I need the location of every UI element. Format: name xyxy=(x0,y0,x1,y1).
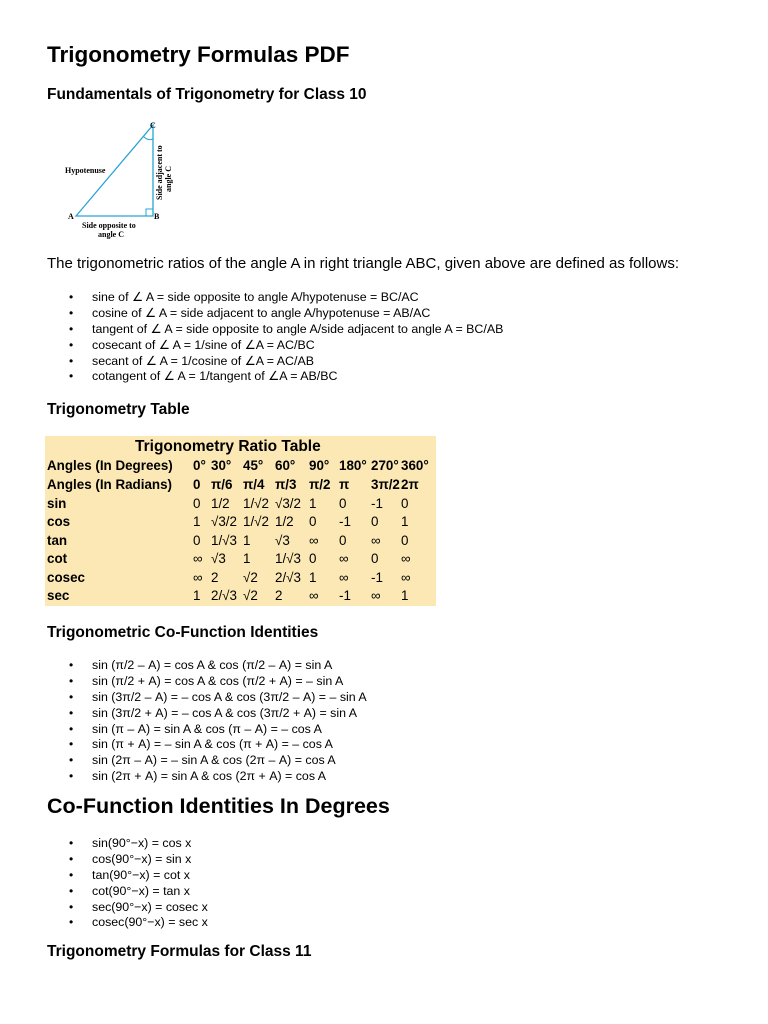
ratio-table-row-label: sec xyxy=(47,588,70,603)
ratio-table-row-label: tan xyxy=(47,533,68,548)
ratio-table-cell: π/2 xyxy=(309,477,331,492)
ratio-table-cell: -1 xyxy=(339,588,351,603)
ratio-table-row-label: cos xyxy=(47,514,71,529)
vertex-a-label: A xyxy=(68,212,74,221)
page-title: Trigonometry Formulas PDF xyxy=(47,42,350,67)
degree-identities-list xyxy=(47,836,208,931)
ratio-table-cell: 30° xyxy=(211,458,232,473)
ratio-table-cell: π/3 xyxy=(275,477,297,492)
ratio-table-cell: 0 xyxy=(339,496,347,511)
ratio-definition-item: • cotangent of ∠ A = 1/tangent of ∠A = AB/BC xyxy=(47,369,503,385)
ratio-table-cell: 1 xyxy=(401,588,409,603)
ratio-table-cell: 1 xyxy=(243,533,251,548)
cofunction-identity-item: • sin (3π/2 – A) = – cos A & cos (3π/2 – A) = – sin A xyxy=(47,690,367,706)
cofunction-identity-item: • sin (3π/2 + A) = – cos A & cos (3π/2 + A) = sin A xyxy=(47,706,367,722)
ratio-definition-item: • sine of ∠ A = side opposite to angle A/hypotenuse = BC/AC xyxy=(47,290,503,306)
ratio-table-cell: π xyxy=(339,477,350,492)
ratio-table-cell: 0 xyxy=(401,533,409,548)
adjacent-label-line1: Side adjacent to xyxy=(155,145,164,200)
ratio-table-cell: ∞ xyxy=(371,533,381,548)
cofunction-identity-item: • sin (π/2 + A) = cos A & cos (π/2 + A) = – sin A xyxy=(47,674,367,690)
ratio-table-cell: √3 xyxy=(211,551,226,566)
ratio-table-cell: 1 xyxy=(309,496,317,511)
ratio-table-cell: 1/√3 xyxy=(211,533,237,548)
section-heading-class11: Trigonometry Formulas for Class 11 xyxy=(47,943,312,960)
ratio-table-cell: ∞ xyxy=(401,570,411,585)
ratio-table-row-label: Angles (In Degrees) xyxy=(47,458,173,473)
ratio-table-cell: 45° xyxy=(243,458,264,473)
cofunction-identity-item: • sin (2π + A) = sin A & cos (2π + A) = cos A xyxy=(47,769,367,785)
ratio-table-cell: ∞ xyxy=(371,588,381,603)
ratio-table-cell: √3/2 xyxy=(211,514,237,529)
vertex-c-label: C xyxy=(150,121,156,130)
section-heading-cofunction: Trigonometric Co-Function Identities xyxy=(47,624,319,641)
ratio-table-cell: 1/2 xyxy=(211,496,230,511)
ratio-table-row-label: cot xyxy=(47,551,68,566)
intro-paragraph: The trigonometric ratios of the angle A in right triangle ABC, given above are defined as follows: xyxy=(47,255,680,272)
right-triangle-diagram xyxy=(50,120,295,245)
ratio-table-cell: 0 xyxy=(309,514,317,529)
ratio-table-cell: ∞ xyxy=(339,551,349,566)
ratio-table-cell: 2/√3 xyxy=(211,588,237,603)
degree-identity-item: • sin(90°−x) = cos x xyxy=(47,836,208,852)
ratio-table-cell: 1 xyxy=(401,514,409,529)
ratio-table-row-label: cosec xyxy=(47,570,85,585)
degree-identity-item: • tan(90°−x) = cot x xyxy=(47,868,208,884)
hypotenuse-label: Hypotenuse xyxy=(65,166,106,175)
ratio-table-cell: π/6 xyxy=(211,477,233,492)
section-heading-table: Trigonometry Table xyxy=(47,401,190,418)
ratio-table-cell: 270° xyxy=(371,458,399,473)
ratio-table-cell: √2 xyxy=(243,588,258,603)
degree-identity-item: • cos(90°−x) = sin x xyxy=(47,852,208,868)
ratio-table-cell: √2 xyxy=(243,570,258,585)
ratio-table-cell: 1/2 xyxy=(275,514,294,529)
ratio-table-cell: 0 xyxy=(193,533,201,548)
right-angle-marker xyxy=(146,209,153,216)
cofunction-identity-item: • sin (π + A) = – sin A & cos (π + A) = – cos A xyxy=(47,737,367,753)
cofunction-identity-item: • sin (π/2 – A) = cos A & cos (π/2 – A) = sin A xyxy=(47,658,367,674)
section-heading-fundamentals: Fundamentals of Trigonometry for Class 10 xyxy=(47,86,367,103)
ratio-table-cell: ∞ xyxy=(193,570,203,585)
ratio-table-cell: 2/√3 xyxy=(275,570,301,585)
ratio-definition-item: • tangent of ∠ A = side opposite to angle A/side adjacent to angle A = BC/AB xyxy=(47,322,503,338)
ratio-table-cell: ∞ xyxy=(309,533,319,548)
angle-c-arc xyxy=(144,137,154,140)
ratio-table-cell: 1/√2 xyxy=(243,496,269,511)
ratio-definition-item: • cosecant of ∠ A = 1/sine of ∠A = AC/BC xyxy=(47,338,503,354)
degree-identity-item: • cosec(90°−x) = sec x xyxy=(47,915,208,931)
ratio-table-row-label: Angles (In Radians) xyxy=(47,477,172,492)
ratio-table-cell: 360° xyxy=(401,458,429,473)
ratio-table-cell: √3/2 xyxy=(275,496,301,511)
degree-identity-item: • cot(90°−x) = tan x xyxy=(47,884,208,900)
ratio-table-cell: 90° xyxy=(309,458,330,473)
ratio-table-cell: 1/√3 xyxy=(275,551,301,566)
ratio-table-cell: 1 xyxy=(243,551,251,566)
ratio-definition-item: • cosine of ∠ A = side adjacent to angle A/hypotenuse = AB/AC xyxy=(47,306,503,322)
ratio-table-cell: 0 xyxy=(371,551,379,566)
ratio-table-cell: 1 xyxy=(193,588,201,603)
ratio-table-cell: ∞ xyxy=(339,570,349,585)
ratio-table-cell: 0 xyxy=(401,496,409,511)
ratio-table-cell: 1/√2 xyxy=(243,514,269,529)
ratio-table-cell: ∞ xyxy=(193,551,203,566)
ratio-table-cell: √3 xyxy=(275,533,290,548)
vertex-b-label: B xyxy=(154,212,160,221)
ratio-table-cell: -1 xyxy=(371,496,383,511)
ratio-table-cell: 60° xyxy=(275,458,296,473)
ratio-table-cell: 0 xyxy=(193,477,201,492)
ratio-table-cell: ∞ xyxy=(401,551,411,566)
trig-ratio-table xyxy=(45,436,436,606)
ratio-table-cell: 3π/2 xyxy=(371,477,400,492)
ratio-table-cell: π/4 xyxy=(243,477,265,492)
ratio-table-cell: 2 xyxy=(211,570,219,585)
ratio-table-cell: 1 xyxy=(193,514,201,529)
ratio-table-cell: 0° xyxy=(193,458,206,473)
ratio-table-cell: 0 xyxy=(193,496,201,511)
ratio-table-cell: 2π xyxy=(401,477,419,492)
degree-identity-item: • sec(90°−x) = cosec x xyxy=(47,900,208,916)
ratio-table-cell: 0 xyxy=(339,533,347,548)
ratio-table-cell: 2 xyxy=(275,588,283,603)
opposite-label-line1: Side opposite to xyxy=(82,221,136,230)
cofunction-identity-item: • sin (π – A) = sin A & cos (π – A) = – cos A xyxy=(47,722,367,738)
ratio-table-cell: -1 xyxy=(371,570,383,585)
ratio-table-cell: 1 xyxy=(309,570,317,585)
ratio-table-cell: 180° xyxy=(339,458,367,473)
ratio-table-cell: 0 xyxy=(371,514,379,529)
triangle-svg xyxy=(50,120,295,245)
opposite-label-line2: angle C xyxy=(98,230,124,239)
ratio-table-row-label: sin xyxy=(47,496,67,511)
cofunction-identities-list xyxy=(47,658,367,785)
ratio-table-cell: ∞ xyxy=(309,588,319,603)
ratio-table-cell: -1 xyxy=(339,514,351,529)
ratio-definition-item: • secant of ∠ A = 1/cosine of ∠A = AC/AB xyxy=(47,354,503,370)
ratio-table-title: Trigonometry Ratio Table xyxy=(135,438,321,455)
ratio-definitions-list xyxy=(47,290,503,385)
ratio-table-cell: 0 xyxy=(309,551,317,566)
adjacent-label-line2: angle C xyxy=(164,166,173,192)
section-heading-degrees: Co-Function Identities In Degrees xyxy=(47,794,390,818)
cofunction-identity-item: • sin (2π – A) = – sin A & cos (2π – A) = cos A xyxy=(47,753,367,769)
